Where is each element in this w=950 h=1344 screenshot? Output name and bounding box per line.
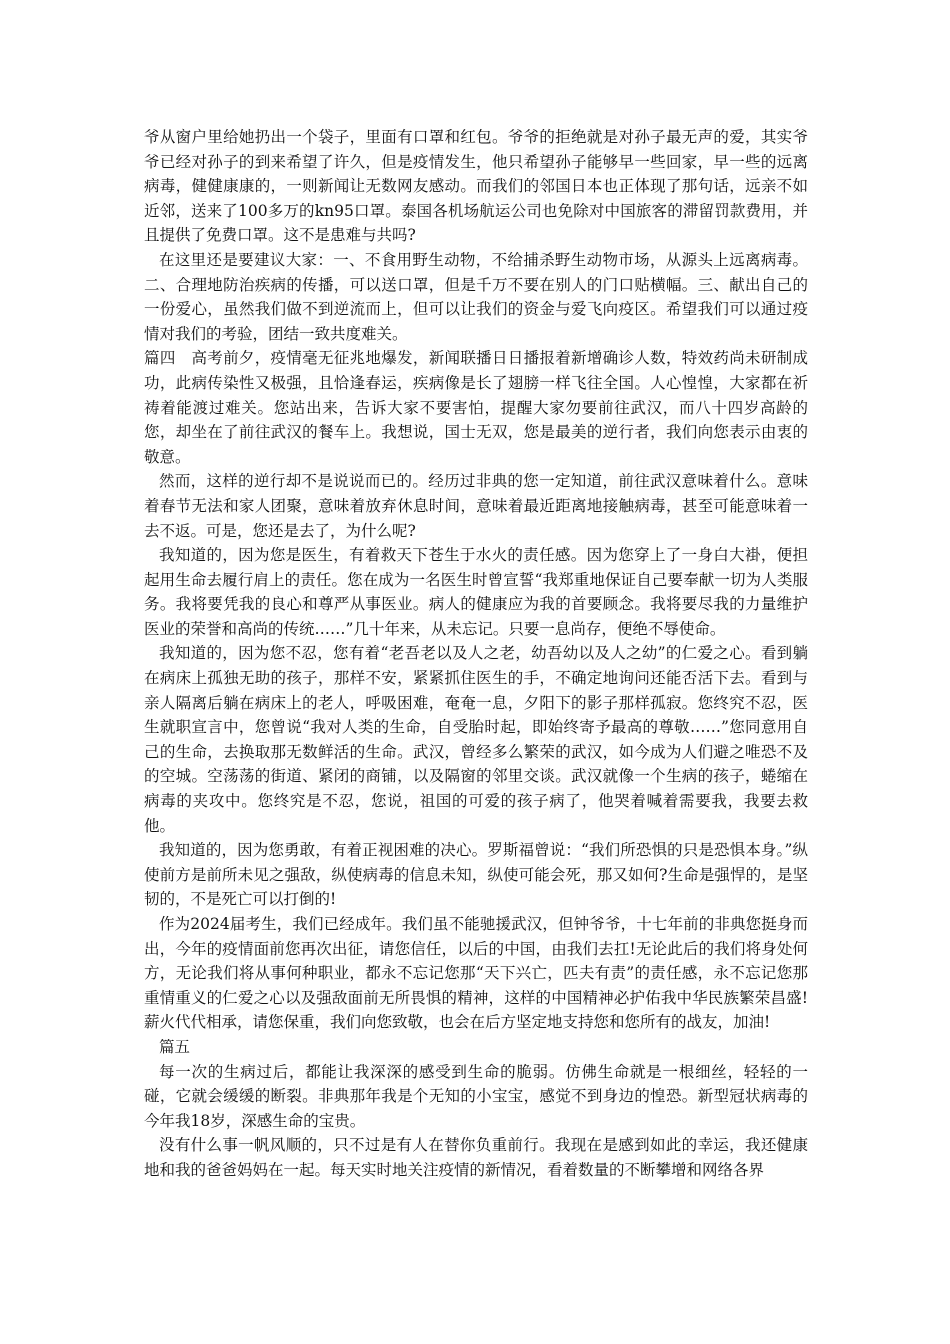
paragraph: 在这里还是要建议大家：一、不食用野生动物，不给捕杀野生动物市场，从源头上远离病毒。二、合理地防治疾病的传播，可以送口罩，但是千万不要在别人的门口贴横幅。三、献出自己的一份爱心，虽然我们做不到逆流而上，但可以让我们的资金与爱飞向疫区。希望我们可以通过疫情对我们的考验，团结一致共度难关。 <box>144 250 808 343</box>
paragraph: 爷从窗户里给她扔出一个袋子，里面有口罩和红包。爷爷的拒绝就是对孙子最无声的爱，其实爷爷已经对孙子的到来希望了许久，但是疫情发生，他只希望孙子能够早一些回家，早一些的远离病毒，健健康康的，一则新闻让无数网友感动。而我们的邻国日本也正体现了那句话，远亲不如近邻，送来了100多万的kn95口罩。泰国各机场航运公司也免除对中国旅客的滞留罚款费用，并且提供了免费口罩。这不是患难与共吗? <box>144 128 808 245</box>
paragraph: 我知道的，因为您是医生，有着救天下苍生于水火的责任感。因为您穿上了一身白大褂，便担起用生命去履行肩上的责任。您在成为一名医生时曾宣誓“我郑重地保证自己要奉献一切为人类服务。我将要凭我的良心和尊严从事医业。病人的健康应为我的首要顾念。我将要尽我的力量维护医业的荣誉和高尚的传统……”几十年来，从未忘记。只要一息尚存，便绝不辱使命。 <box>144 546 808 638</box>
document-body <box>144 125 808 1183</box>
paragraph: 作为2024届考生，我们已经成年。我们虽不能驰援武汉，但钟爷爷，十七年前的非典您挺身而出，今年的疫情面前您再次出征，请您信任，以后的中国，由我们去扛!无论此后的我们将身处何方，无论我们将从事何种职业，都永不忘记您那“天下兴亡，匹夫有责”的责任感，永不忘记您那重情重义的仁爱之心以及强敌面前无所畏惧的精神，这样的中国精神必护佑我中华民族繁荣昌盛!薪火代代相承，请您保重，我们向您致敬，也会在后方坚定地支持您和您所有的战友，加油! <box>144 915 808 1032</box>
paragraph: 没有什么事一帆风顺的，只不过是有人在替你负重前行。我现在是感到如此的幸运，我还健康地和我的爸爸妈妈在一起。每天实时地关注疫情的新情况，看着数量的不断攀增和网络各界 <box>144 1136 808 1179</box>
section-heading: 篇五 <box>159 1037 191 1056</box>
paragraph: 我知道的，因为您不忍，您有着“老吾老以及人之老，幼吾幼以及人之幼”的仁爱之心。看到躺在病床上孤独无助的孩子，那样不安，紧紧抓住医生的手，不确定地询问还能否活下去。看到与亲人隔离后躺在病床上的老人，呼吸困难，奄奄一息，夕阳下的影子那样孤寂。您终究不忍，医生就职宣言中，您曾说“我对人类的生命，自受胎时起，即始终寄予最高的尊敬……”您同意用自己的生命，去换取那无数鲜活的生命。武汉，曾经多么繁荣的武汉，如今成为人们避之唯恐不及的空城。空荡荡的街道、紧闭的商铺，以及隔窗的邻里交谈。武汉就像一个生病的孩子，蜷缩在病毒的夹攻中。您终究是不忍，您说，祖国的可爱的孩子病了，他哭着喊着需要我，我要去救他。 <box>144 644 808 835</box>
paragraph: 篇四 高考前夕，疫情毫无征兆地爆发，新闻联播日日播报着新增确诊人数，特效药尚未研制成功，此病传染性又极强，且恰逢春运，疾病像是长了翅膀一样飞往全国。人心惶惶，大家都在祈祷着能渡过难关。您站出来，告诉大家不要害怕，提醒大家勿要前往武汉，而八十四岁高龄的您，却坐在了前往武汉的餐车上。我想说，国士无双，您是最美的逆行者，我们向您表示由衷的敬意。 <box>144 349 808 466</box>
paragraph: 每一次的生病过后，都能让我深深的感受到生命的脆弱。仿佛生命就是一根细丝，轻轻的一碰，它就会缓缓的断裂。非典那年我是个无知的小宝宝，感觉不到身边的惶恐。新型冠状病毒的今年我18岁，深感生命的宝贵。 <box>144 1062 808 1130</box>
paragraph: 我知道的，因为您勇敢，有着正视困难的决心。罗斯福曾说：“我们所恐惧的只是恐惧本身。”纵使前方是前所未见之强敌，纵使病毒的信息未知，纵使可能会死，那又如何?生命是强悍的，是坚韧的，不是死亡可以打倒的! <box>144 841 808 909</box>
paragraph: 然而，这样的逆行却不是说说而已的。经历过非典的您一定知道，前往武汉意味着什么。意味着春节无法和家人团聚，意味着放弃休息时间，意味着最近距离地接触病毒，甚至可能意味着一去不返。可是，您还是去了，为什么呢? <box>144 472 808 540</box>
